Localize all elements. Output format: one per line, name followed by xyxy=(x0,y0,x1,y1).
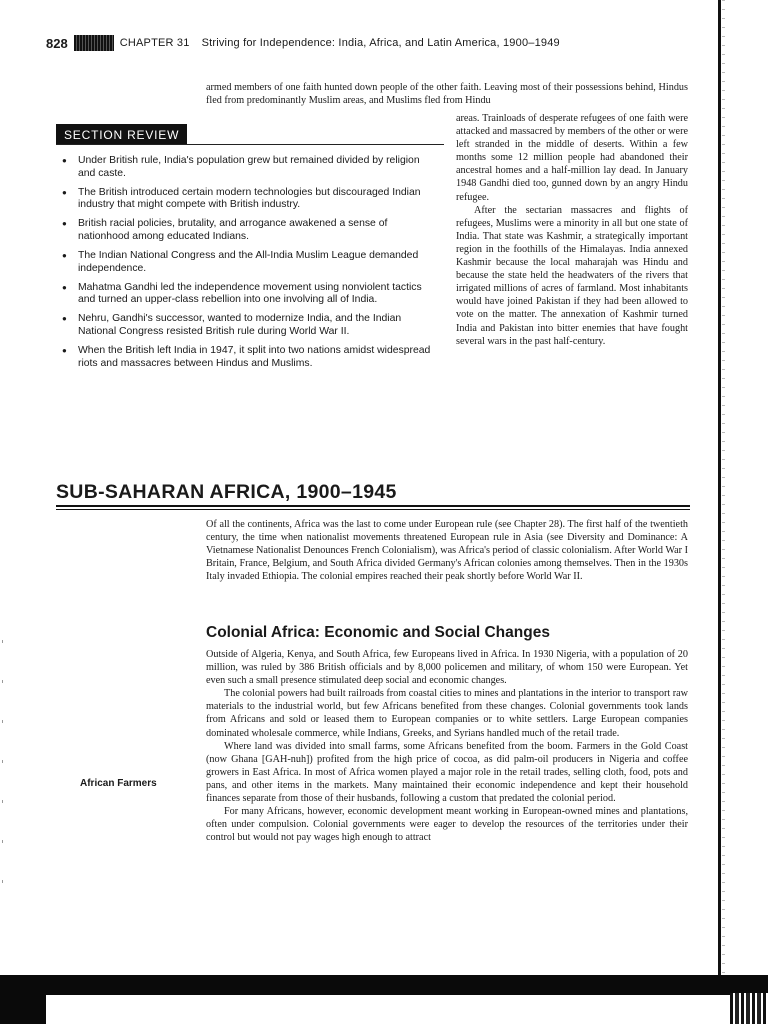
right-column-paragraph: areas. Trainloads of desperate refugees of one faith were attacked and massacred by members of the other or were left stranded in the middle of deserts. Within a few months some 12 million people had abandoned their ancestral homes and a half-million lay dead. In January 1948 Gandhi died too, gunned down by an angry Hindu refugee. xyxy=(456,113,688,203)
page-header xyxy=(46,34,560,52)
intro-paragraph: armed members of one faith hunted down people of the other faith. Leaving most of their possessions behind, Hindus fled from predominantly Muslim areas, and Muslims fled from Hindu xyxy=(206,82,688,107)
body-paragraph: The colonial powers had built railroads from coastal cities to mines and plantations in the interior to transport raw materials to the industrial world, but few Africans benefited from these changes. Colonial governments took lands from Africans and sold or leased them to European companies or to white settlers. Large European companies dominated wholesale commerce, while Indians, Greeks, and Syrians handled much of the retail trade. xyxy=(206,688,688,739)
chapter-title: Striving for Independence: India, Africa, and Latin America, 1900–1949 xyxy=(201,37,560,49)
subsection-body xyxy=(206,648,688,844)
scan-bottom-edge xyxy=(0,975,768,995)
section-review-item: ● Nehru, Gandhi's successor, wanted to modernize India, and the Indian National Congress resisted British rule during World War II. xyxy=(56,313,436,338)
section-review-rule xyxy=(56,144,444,145)
section-review-list xyxy=(56,155,436,377)
section-review-item: ● Mahatma Gandhi led the independence movement using nonviolent tactics and turned an upper-class rebellion into one involving all of India. xyxy=(56,282,436,307)
body-paragraph: For many Africans, however, economic development meant working in European-owned mines and plantations, often under compulsion. Colonial governments were eager to develop the resources of the territories under their control but would not pay wages high enough to attract xyxy=(206,806,688,844)
africa-intro-paragraph: Of all the continents, Africa was the last to come under European rule (see Chapter 28). The first half of the twentieth century, the time when nationalist movements threatened European rule in Asia (see Diversity and Dominance: A Vietnamese Nationalist Denounces French Colonialism), was Africa's period of classic colonialism. After World War I Britain, France, Belgium, and South Africa divided Germany's African colonies among themselves. Then in the 1930s Italy invaded Ethiopia. The colonial empires reached their peak shortly before World War II. xyxy=(206,519,688,583)
header-graphic xyxy=(74,35,114,51)
heading-rule xyxy=(56,509,690,510)
right-column-paragraph: After the sectarian massacres and flights of refugees, Muslims were a minority in all but one state of India. That state was Kashmir, a strategically important region in the foothills of the Himalayas. India annexed Kashmir because the local maharajah was Hindu and because the state held the headwaters of the rivers that irrigated millions of acres of farmland. Most inhabitants would have joined Pakistan if they had been allowed to vote on the matter. The annexation of Kashmir turned India and Pakistan into bitter enemies that have fought several wars in the past half-century. xyxy=(456,204,688,347)
section-review-item: ● British racial policies, brutality, and arrogance awakened a sense of nationhood among educated Indians. xyxy=(56,218,436,243)
section-review-item: ● Under British rule, India's population grew but remained divided by religion and caste. xyxy=(56,155,436,180)
scan-left-edge xyxy=(2,640,3,920)
margin-note: African Farmers xyxy=(80,778,157,789)
page-number: 828 xyxy=(46,35,68,51)
section-review-label: SECTION REVIEW xyxy=(56,124,187,145)
section-review-item: ● When the British left India in 1947, it split into two nations amidst widespread riots and massacres between Hindus and Muslims. xyxy=(56,345,436,370)
scan-binding-edge xyxy=(718,0,721,975)
body-paragraph: Outside of Algeria, Kenya, and South Africa, few Europeans lived in Africa. In 1930 Nigeria, with a population of 20 million, was ruled by 386 British officials and by 8,000 policemen and military, of whom 150 were European. Yet even such a small presence stimulated deep social and economic changes. xyxy=(206,649,688,687)
heading-rule xyxy=(56,505,690,507)
subsection-heading: Colonial Africa: Economic and Social Changes xyxy=(206,624,550,641)
right-column xyxy=(456,112,688,348)
section-review-item: ● The British introduced certain modern technologies but discouraged Indian industry that might compete with British industry. xyxy=(56,187,436,212)
chapter-label: CHAPTER 31 xyxy=(119,37,190,49)
scan-bottom-left-corner xyxy=(0,995,46,1024)
section-heading: SUB-SAHARAN AFRICA, 1900–1945 xyxy=(56,481,397,503)
scan-binding-texture xyxy=(722,0,725,975)
body-paragraph: Where land was divided into small farms, some Africans benefited from the boom. Farmers in the Gold Coast (now Ghana [GAH-nuh]) profited from the high price of cocoa, as did palm-oil producers in Nigeria and coffee growers in East Africa. In most of Africa women played a major role in the retail trades, selling cloth, food, pots and pans, and other items in the markets. Many maintained their economic independence and kept their household finances separate from those of their husbands, following a custom that predated the colonial period. xyxy=(206,740,688,805)
scan-bottom-right-corner xyxy=(730,993,768,1024)
section-review-item: ● The Indian National Congress and the All-India Muslim League demanded independence. xyxy=(56,250,436,275)
